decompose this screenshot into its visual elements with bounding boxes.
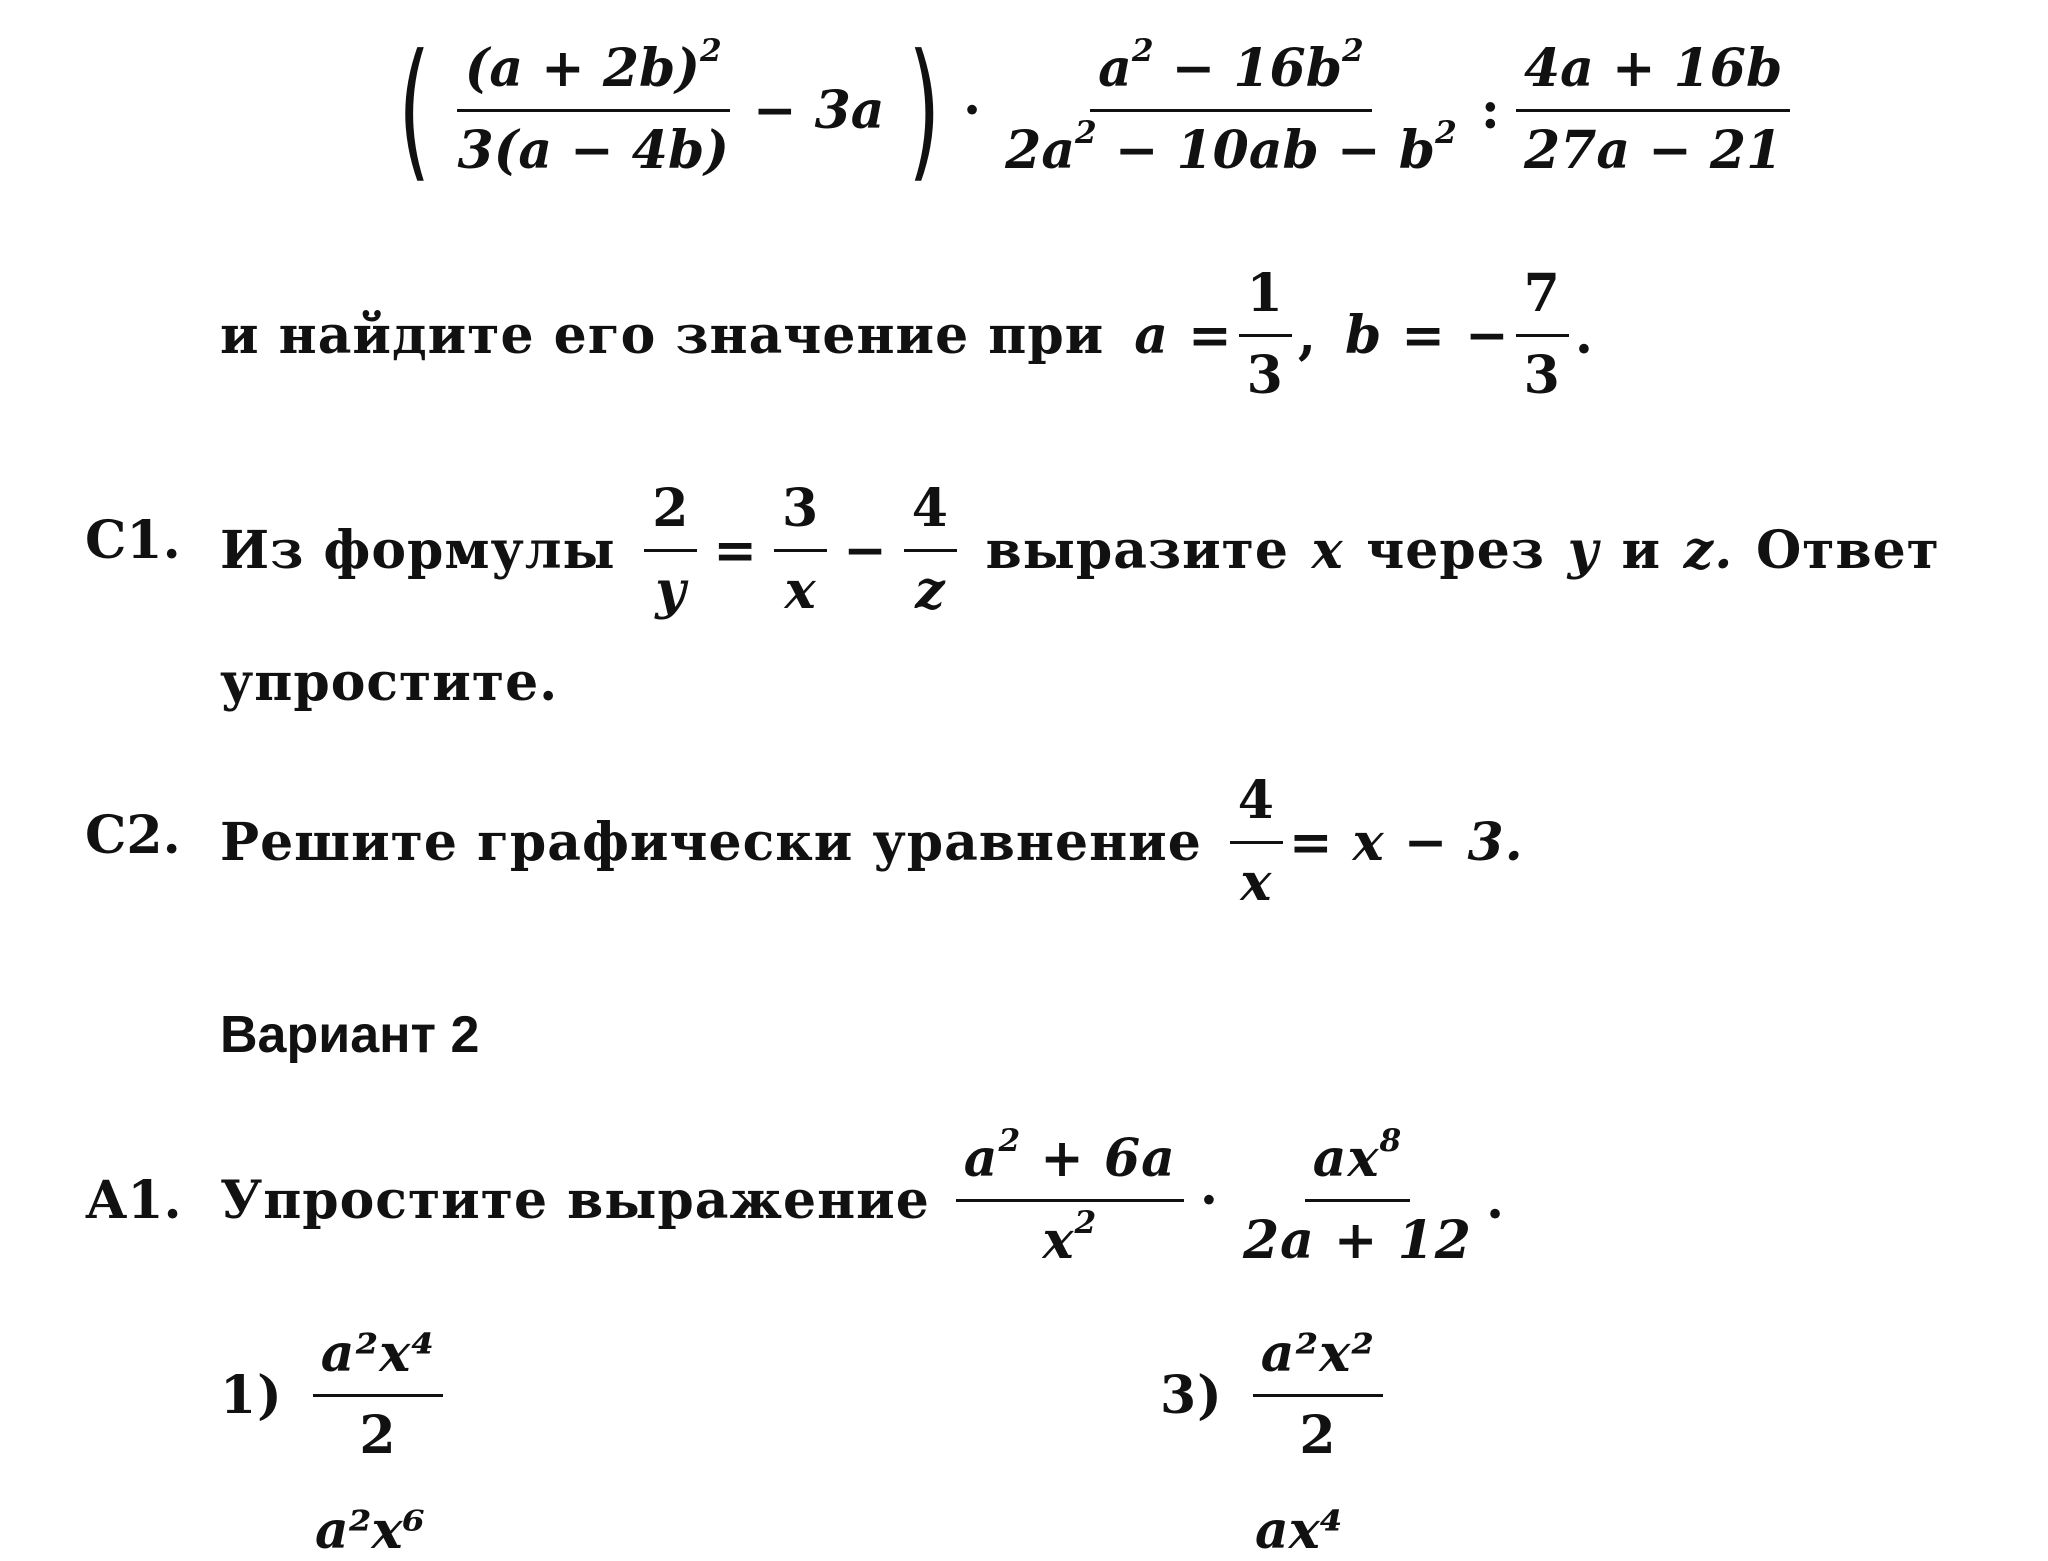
c1-line-2: упростите. bbox=[220, 652, 559, 713]
a1-f2-den: 2a + 12 bbox=[1242, 1209, 1472, 1271]
comma: , bbox=[1297, 304, 1317, 366]
top-dot: · bbox=[963, 79, 982, 141]
option-3-den: 2 bbox=[1299, 1404, 1337, 1466]
c1-var-z: z. bbox=[1683, 519, 1734, 581]
right-paren: ) bbox=[907, 23, 940, 197]
option-3-label: 3) bbox=[1160, 1364, 1223, 1426]
c2-text: Решите графически уравнение bbox=[220, 811, 1202, 873]
c1-text-4: и bbox=[1621, 519, 1662, 581]
option-3 bbox=[1160, 1310, 1389, 1480]
top-f1-exponent: 2 bbox=[699, 32, 722, 69]
c1-var-y: y bbox=[1567, 519, 1599, 581]
a1-fraction-2: $\frac{ax^8}{2a + 12}$ bbox=[1235, 1132, 1480, 1268]
b-value-fraction bbox=[1516, 262, 1569, 406]
top-f2-num-mid: − 16b bbox=[1153, 37, 1343, 99]
a1-period: . bbox=[1485, 1169, 1506, 1231]
top-minus-term: − 3a bbox=[752, 79, 885, 141]
b-value-num: 7 bbox=[1516, 267, 1569, 337]
top-f2-den-mid: − 10ab − b bbox=[1096, 119, 1436, 181]
c1-formula bbox=[638, 477, 963, 621]
top-colon: : bbox=[1480, 79, 1500, 141]
option-1-num: a²x⁴ bbox=[313, 1327, 443, 1397]
a1-f1-num-a: a bbox=[963, 1127, 999, 1189]
a1-text: Упростите выражение bbox=[220, 1169, 930, 1231]
top-f3-numerator: 4a + 16b bbox=[1516, 42, 1790, 112]
c2-fraction bbox=[1230, 769, 1283, 913]
top-f2-num-a: a bbox=[1098, 37, 1132, 99]
c2-line bbox=[220, 762, 1524, 922]
c1-label: С1. bbox=[85, 510, 181, 571]
c2-f-num: 4 bbox=[1230, 774, 1283, 844]
a1-line bbox=[220, 1115, 1505, 1285]
a-value-den: 3 bbox=[1246, 344, 1284, 406]
option-1-den: 2 bbox=[359, 1404, 397, 1466]
a-value-fraction bbox=[1239, 262, 1292, 406]
c2-f-den: x bbox=[1240, 851, 1273, 913]
option-4-num-cutoff: ax⁴ bbox=[1255, 1500, 1343, 1561]
find-value-text: и найдите его значение при bbox=[220, 304, 1105, 366]
option-1 bbox=[220, 1310, 449, 1480]
c1-eq: = bbox=[713, 519, 758, 581]
b-value-den: 3 bbox=[1523, 344, 1561, 406]
c2-rhs: = x − 3. bbox=[1288, 811, 1524, 873]
a1-fraction-1: $\frac{a^2 + 6a}{x^2}$ bbox=[956, 1132, 1184, 1268]
c1-text-3: через bbox=[1366, 519, 1545, 581]
period: . bbox=[1574, 304, 1594, 366]
c1-f-mid-den: x bbox=[784, 559, 817, 621]
left-paren: ( bbox=[398, 23, 431, 197]
a-equals: a = bbox=[1134, 304, 1233, 366]
c1-f-mid-num: 3 bbox=[774, 482, 827, 552]
top-expression bbox=[385, 0, 1796, 220]
c1-text-1: Из формулы bbox=[220, 519, 616, 581]
b-equals: b = − bbox=[1344, 304, 1510, 366]
c1-f-left-num: 2 bbox=[644, 482, 697, 552]
c1-f-left-den: y bbox=[655, 559, 687, 621]
c1-minus: − bbox=[843, 519, 888, 581]
c1-text-2: выразите bbox=[985, 519, 1289, 581]
c1-f-right-num: 4 bbox=[904, 482, 957, 552]
a1-f2-num: ax bbox=[1312, 1127, 1380, 1189]
top-fraction-1 bbox=[450, 32, 737, 181]
option-2-num-cutoff: a²x⁶ bbox=[315, 1500, 426, 1561]
a1-f1-num-rest: + 6a bbox=[1021, 1127, 1176, 1189]
c1-text-5: Ответ bbox=[1755, 519, 1940, 581]
top-fraction-3 bbox=[1516, 37, 1790, 181]
c1-line-1 bbox=[220, 470, 1940, 630]
option-3-num: a²x² bbox=[1253, 1327, 1383, 1397]
top-fraction-2: $\frac{a^2 - 16b^2}{2a^2 - 10ab - b^2}$ bbox=[1005, 32, 1457, 181]
variant-heading: Вариант 2 bbox=[220, 1006, 480, 1064]
a1-dot: · bbox=[1199, 1169, 1219, 1231]
option-1-label: 1) bbox=[220, 1364, 283, 1426]
top-f3-denominator: 27a − 21 bbox=[1524, 119, 1783, 181]
top-f1-denominator: 3(a − 4b) bbox=[457, 119, 729, 181]
top-f2-den-a: 2a bbox=[1005, 119, 1076, 181]
c2-label: С2. bbox=[85, 805, 181, 866]
c1-var-x: x bbox=[1311, 519, 1344, 581]
a1-f1-den-x: x bbox=[1042, 1209, 1075, 1271]
a-value-num: 1 bbox=[1239, 267, 1292, 337]
c1-f-right-den: z bbox=[915, 559, 946, 621]
a1-label: А1. bbox=[85, 1170, 182, 1231]
find-value-line bbox=[220, 255, 1594, 415]
top-f1-numerator: (a + 2b) bbox=[464, 37, 700, 99]
